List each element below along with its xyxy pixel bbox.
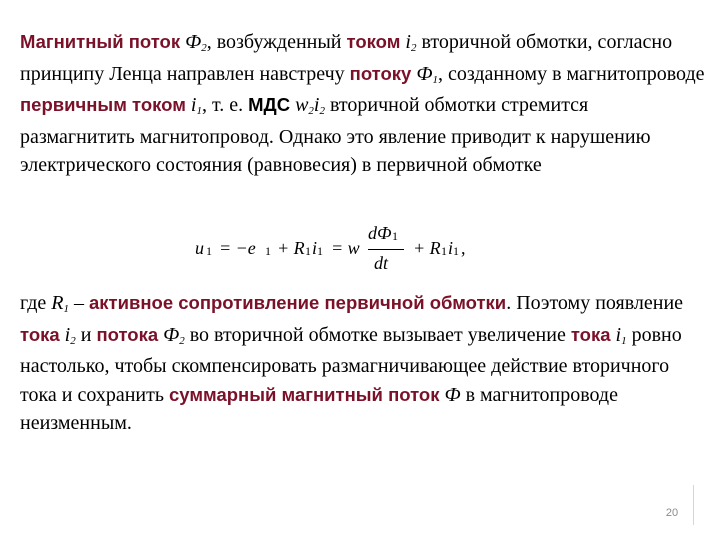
text-run: где: [20, 292, 47, 314]
term-mmf: МДС: [248, 94, 291, 115]
symbol-i: i: [313, 94, 320, 116]
eq-comma: ,: [461, 238, 466, 258]
subscript: 1: [432, 73, 438, 86]
term-total-flux: суммарный магнитный поток: [169, 383, 440, 405]
subscript: 2: [319, 105, 325, 117]
subscript: 2: [179, 334, 185, 347]
eq-plus-r: + R: [277, 238, 305, 258]
subscript: 1: [63, 303, 69, 315]
paragraph-1: [20, 28, 708, 180]
eq-i: i: [312, 238, 318, 258]
subscript: 2: [201, 42, 207, 54]
text-run: ровно настолько, чтобы скомпенсировать размагничивающее действие вторичного тока и сохранить: [20, 323, 682, 406]
term-current: тока: [570, 323, 611, 345]
eq-sub: 1: [265, 244, 271, 258]
text-run: , т. е.: [201, 94, 244, 116]
eq-numerator: dФ: [368, 223, 392, 243]
eq-sub: 1: [441, 244, 447, 258]
term-magnetic-flux: Магнитный поток: [20, 31, 181, 52]
eq-sub: 1: [453, 244, 459, 258]
symbol-i-1: i: [190, 94, 197, 116]
eq-sub: 1: [206, 244, 212, 258]
subscript: 2: [70, 334, 76, 347]
term-current: током: [346, 31, 401, 52]
paragraph-2: [20, 289, 708, 438]
symbol-phi: Ф: [444, 383, 461, 406]
eq-u: u: [195, 238, 204, 258]
term-flux: потока: [96, 323, 159, 345]
subscript: 1: [621, 334, 627, 347]
subscript: 1: [196, 105, 202, 117]
term-flux: потоку: [349, 62, 412, 84]
symbol-phi-2: Ф: [163, 323, 180, 346]
text-run: , созданному в магнитопроводе: [437, 62, 705, 85]
eq-w: = w: [331, 238, 360, 258]
text-run: и: [75, 323, 92, 346]
symbol-i-2: i: [405, 31, 411, 53]
symbol-phi-1: Ф: [416, 62, 433, 85]
eq-denominator: dt: [374, 253, 389, 273]
eq-sub: 1: [305, 244, 311, 258]
eq-sub: 1: [392, 229, 398, 243]
text-run: вторичной обмотки, согласно принципу Ленца направлен навстречу: [20, 31, 673, 85]
subscript: 2: [410, 42, 417, 54]
term-current: тока: [20, 323, 60, 345]
symbol-w: w: [295, 94, 309, 116]
text-run: , возбужденный: [206, 31, 342, 53]
subscript: 2: [308, 105, 314, 117]
text-run: в магнитопроводе неизменным.: [20, 383, 618, 434]
eq-i2: i: [448, 238, 454, 258]
eq-plus-r2: + R: [413, 238, 441, 258]
term-active-resistance: активное сопротивление первичной обмотки: [88, 292, 507, 313]
fraction-bar: [368, 249, 404, 250]
symbol-r: R: [51, 292, 64, 314]
eq-minus-e: = −e: [219, 238, 256, 258]
text-run: вторичной обмотки стремится размагнитить магнитопровод. Однако это явление приводит к нарушению электрического состояния (равновесия) в первичной обмотке: [20, 94, 651, 176]
page-number: 20: [665, 507, 679, 519]
page-number-divider: [693, 485, 694, 525]
symbol-i-2: i: [64, 323, 71, 346]
equation: [195, 223, 485, 273]
symbol-i-1: i: [615, 323, 622, 346]
symbol-phi-2: Ф: [185, 31, 202, 53]
text-run: во вторичной обмотке вызывает увеличение: [184, 323, 566, 346]
term-primary-current: первичным током: [20, 94, 186, 115]
eq-sub: 1: [317, 244, 323, 258]
text-run: –: [68, 292, 89, 314]
text-run: . Поэтому появление: [506, 292, 684, 314]
